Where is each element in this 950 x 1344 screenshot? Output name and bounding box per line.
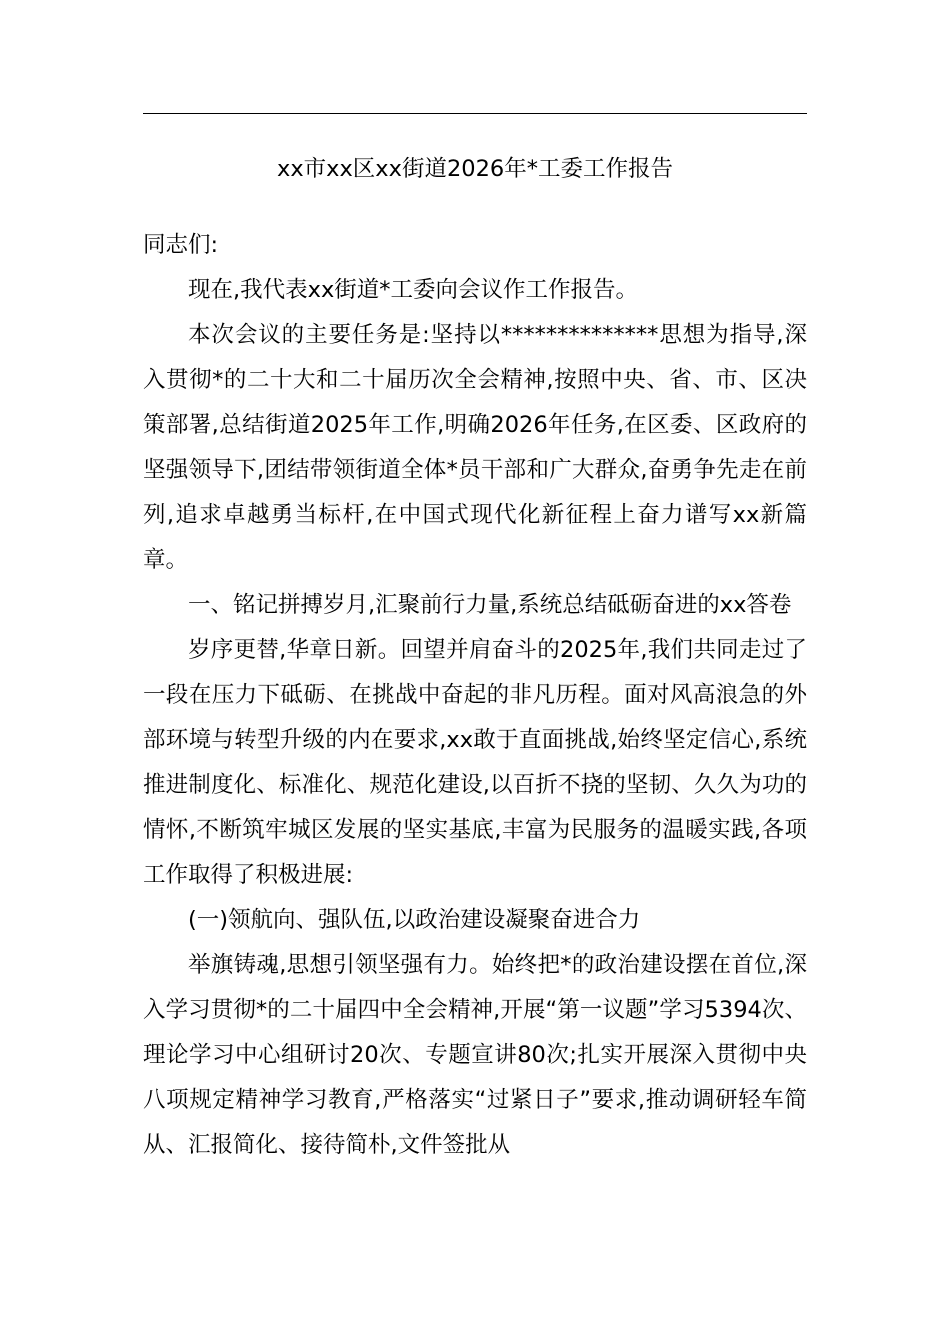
- header-rule: [143, 113, 807, 114]
- paragraph-main-task: 本次会议的主要任务是:坚持以**************思想为指导,深入贯彻*的二十大和二十届历次全会精神,按照中央、省、市、区决策部署,总结街道2025年工作,明确2026年任务,在区委、区政府的坚强领导下,团结带领街道全体*员干部和广大群众,奋勇争先走在前列,追求卓越勇当标杆,在中国式现代化新征程上奋力谱写xx新篇章。: [143, 322, 807, 573]
- document-body: [143, 223, 807, 1168]
- paragraph-review-2025: 岁序更替,华章日新。回望并肩奋斗的2025年,我们共同走过了一段在压力下砥砺、在挑战中奋起的非凡历程。面对风高浪急的外部环境与转型升级的内在要求,xx敢于直面挑战,始终坚定信心,系统推进制度化、标准化、规范化建设,以百折不挠的坚韧、久久为功的情怀,不断筑牢城区发展的坚实基底,丰富为民服务的温暖实践,各项工作取得了积极进展:: [143, 637, 807, 888]
- salutation: 同志们:: [143, 232, 219, 258]
- section-heading-1: 一、铭记拼搏岁月,汇聚前行力量,系统总结砥砺奋进的xx答卷: [188, 592, 792, 618]
- paragraph-political-building: 举旗铸魂,思想引领坚强有力。始终把*的政治建设摆在首位,深入学习贯彻*的二十届四中全会精神,开展“第一议题”学习5394次、理论学习中心组研讨20次、专题宣讲80次;扎实开展深入贯彻中央八项规定精神学习教育,严格落实“过紧日子”要求,推动调研轻车简从、汇报简化、接待简朴,文件签批从: [143, 952, 807, 1158]
- document-title: xx市xx区xx街道2026年*工委工作报告: [277, 156, 673, 182]
- paragraph-intro: 现在,我代表xx街道*工委向会议作工作报告。: [188, 277, 639, 303]
- subsection-heading-1: (一)领航向、强队伍,以政治建设凝聚奋进合力: [188, 907, 641, 933]
